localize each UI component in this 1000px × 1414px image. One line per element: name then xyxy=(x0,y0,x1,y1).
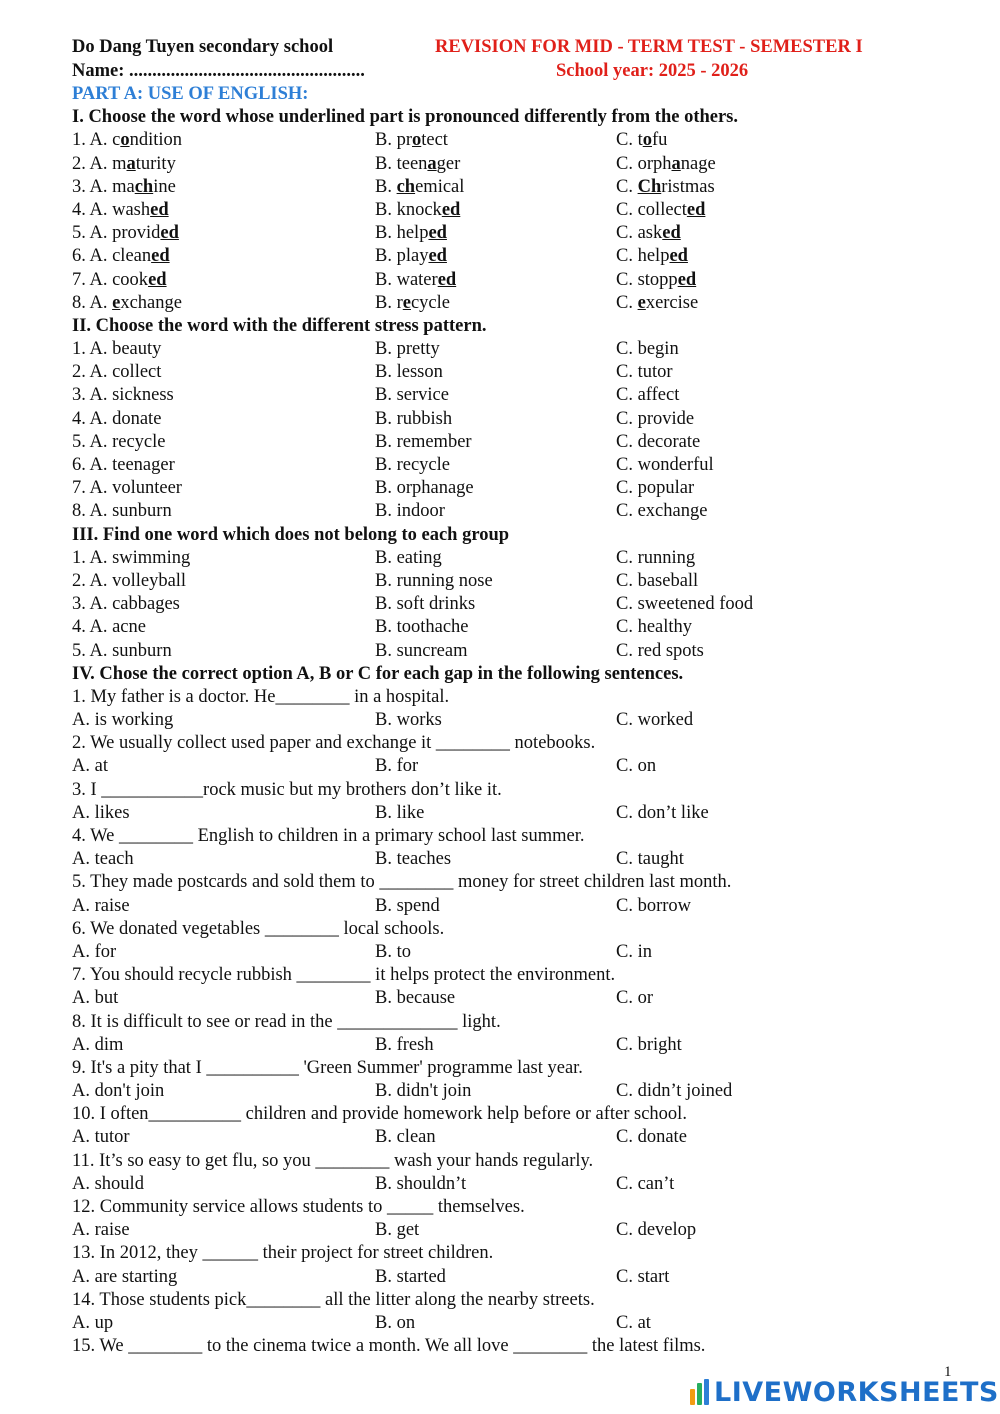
option-a: A. for xyxy=(72,941,117,962)
option-c: C. taught xyxy=(616,849,684,870)
option-a xyxy=(72,199,169,222)
answer-options xyxy=(72,848,972,871)
option-text: B. r xyxy=(375,292,403,313)
option-a: A. is working xyxy=(72,710,174,731)
option-b: B. fresh xyxy=(375,1034,434,1055)
option-text: ndition xyxy=(129,130,182,151)
option-c xyxy=(616,199,705,222)
option-a: 3. A. cabbages xyxy=(72,594,180,615)
option-text: turity xyxy=(135,153,176,174)
option-c: C. provide xyxy=(616,408,695,429)
answer-options xyxy=(72,1312,972,1335)
question-text: 4. We ________ English to children in a primary school last summer. xyxy=(72,826,585,846)
option-b: B. shouldn’t xyxy=(375,1173,467,1194)
option-text: fu xyxy=(651,130,668,151)
underlined-part: a xyxy=(427,153,437,174)
option-text: B. xyxy=(375,176,397,197)
option-c: C. at xyxy=(616,1312,651,1333)
option-a: 1. A. swimming xyxy=(72,547,191,568)
option-b: B. to xyxy=(375,941,411,962)
underlined-part: ed xyxy=(428,223,447,244)
option-c: C. can’t xyxy=(616,1173,675,1194)
option-c: C. sweetened food xyxy=(616,594,754,615)
option-b: B. clean xyxy=(375,1127,436,1148)
option-text: ristmas xyxy=(661,176,715,197)
option-a: A. raise xyxy=(72,895,130,916)
question-text: 9. It's a pity that I __________ 'Green Summer' programme last year. xyxy=(72,1057,583,1078)
option-b: B. like xyxy=(375,802,425,823)
stress-row xyxy=(72,338,972,361)
option-b: B. pretty xyxy=(375,339,440,360)
question-text: 3. I ___________rock music but my brothers don’t like it. xyxy=(72,779,502,800)
option-a: 4. A. acne xyxy=(72,617,146,638)
option-b: B. soft drinks xyxy=(375,594,476,615)
option-b: B. spend xyxy=(375,895,440,916)
option-c: C. start xyxy=(616,1266,670,1287)
option-a: A. at xyxy=(72,756,108,777)
answer-options xyxy=(72,987,972,1010)
option-b: B. indoor xyxy=(375,501,445,522)
option-b: B. orphanage xyxy=(375,478,474,499)
school-year: School year: 2025 - 2026 xyxy=(556,61,749,81)
option-a: 2. A. volleyball xyxy=(72,570,187,591)
option-b xyxy=(375,292,450,315)
odd-one-out-row xyxy=(72,593,972,616)
option-text: B. pr xyxy=(375,130,412,151)
stress-row xyxy=(72,500,972,523)
question-text: 10. I often__________ children and provide homework help before or after school. xyxy=(72,1104,687,1125)
underlined-part: o xyxy=(412,130,422,151)
option-c xyxy=(616,129,667,152)
brand-text: LIVEWORKSHEETS xyxy=(714,1376,999,1408)
odd-one-out-row xyxy=(72,547,972,570)
question-15: 15. We ________ to the cinema twice a month. We all love ________ the latest films. xyxy=(72,1336,706,1357)
name-field: Name: ................................................... xyxy=(72,61,365,81)
option-text: C. ask xyxy=(616,223,663,244)
answer-options xyxy=(72,1126,972,1149)
option-b: B. works xyxy=(375,710,442,731)
pronunciation-row xyxy=(72,153,972,176)
answer-options xyxy=(72,941,972,964)
underlined-part: ed xyxy=(150,199,169,220)
option-a: A. but xyxy=(72,988,119,1009)
underlined-part: ed xyxy=(428,246,447,267)
option-c: C. affect xyxy=(616,385,680,406)
question-text: 6. We donated vegetables ________ local schools. xyxy=(72,918,445,939)
option-text: 2. A. m xyxy=(72,153,127,174)
underlined-part: o xyxy=(642,130,652,151)
underlined-part: ed xyxy=(160,223,179,244)
option-a: 7. A. volunteer xyxy=(72,478,182,499)
option-a xyxy=(72,129,182,152)
option-b: B. remember xyxy=(375,431,472,452)
option-a: A. up xyxy=(72,1312,114,1333)
option-c xyxy=(616,245,688,268)
answer-options xyxy=(72,802,972,825)
option-text: cycle xyxy=(410,292,450,313)
question-text: 11. It’s so easy to get flu, so you ________ wash your hands regularly. xyxy=(72,1150,594,1171)
worksheet-page xyxy=(72,37,972,1358)
option-c: C. baseball xyxy=(616,570,699,591)
answer-options xyxy=(72,755,972,778)
option-b xyxy=(375,129,448,152)
option-a xyxy=(72,153,176,176)
option-c: C. or xyxy=(616,988,653,1009)
option-b: B. suncream xyxy=(375,640,468,661)
option-c xyxy=(616,292,698,315)
underlined-part: ch xyxy=(134,176,154,197)
option-text: C. help xyxy=(616,246,670,267)
option-b: B. rubbish xyxy=(375,408,453,429)
stress-row xyxy=(72,361,972,384)
option-a: A. likes xyxy=(72,802,130,823)
stress-row xyxy=(72,454,972,477)
option-c: C. running xyxy=(616,547,696,568)
school-name: Do Dang Tuyen secondary school xyxy=(72,37,334,57)
underlined-part: o xyxy=(120,130,130,151)
stress-row xyxy=(72,477,972,500)
option-text: C. xyxy=(616,176,638,197)
underlined-part: ed xyxy=(151,246,170,267)
option-c xyxy=(616,153,716,176)
answer-options xyxy=(72,1173,972,1196)
page-number: 1 xyxy=(944,1364,952,1380)
option-b xyxy=(375,245,447,268)
stress-row xyxy=(72,408,972,431)
option-a: 2. A. collect xyxy=(72,362,162,383)
option-c xyxy=(616,222,681,245)
option-text: C. t xyxy=(616,130,643,151)
option-c: C. don’t like xyxy=(616,802,709,823)
option-b: B. didn't join xyxy=(375,1081,472,1102)
option-b xyxy=(375,269,456,292)
underlined-part: ed xyxy=(686,199,706,220)
option-a: A. teach xyxy=(72,849,134,870)
option-c: C. red spots xyxy=(616,640,704,661)
option-a: 6. A. teenager xyxy=(72,455,175,475)
question-text: 5. They made postcards and sold them to ________ money for street children last month. xyxy=(72,872,732,893)
option-c: C. bright xyxy=(616,1034,682,1055)
option-text: B. knock xyxy=(375,199,442,220)
option-text: C. stopp xyxy=(616,269,678,290)
option-a: 3. A. sickness xyxy=(72,385,174,406)
underlined-part: e xyxy=(112,292,121,313)
option-text: B. play xyxy=(375,246,429,267)
pronunciation-row xyxy=(72,129,972,152)
option-c: C. borrow xyxy=(616,895,692,916)
option-text: 7. A. cook xyxy=(72,269,149,290)
option-c xyxy=(616,269,696,292)
option-a: 1. A. beauty xyxy=(72,339,162,360)
pronunciation-row xyxy=(72,222,972,245)
option-text: nage xyxy=(680,153,716,174)
answer-options xyxy=(72,1266,972,1289)
option-c: C. exchange xyxy=(616,501,708,522)
section-1-rows xyxy=(72,129,972,315)
option-b: B. for xyxy=(375,756,419,777)
underlined-part: e xyxy=(402,292,411,313)
option-b xyxy=(375,199,460,222)
option-text: emical xyxy=(415,176,465,197)
option-a: 5. A. sunburn xyxy=(72,640,172,661)
option-text: ger xyxy=(436,153,461,174)
pronunciation-row xyxy=(72,176,972,199)
option-b: B. service xyxy=(375,385,449,406)
section-4-items xyxy=(72,686,972,1335)
option-text: 5. A. provid xyxy=(72,223,161,244)
section-4-title: IV. Chose the correct option A, B or C for each gap in the following sentences. xyxy=(72,663,684,684)
part-a-heading: PART A: USE OF ENGLISH: xyxy=(72,84,309,104)
answer-options xyxy=(72,1219,972,1242)
option-b: B. on xyxy=(375,1312,416,1333)
option-c: C. donate xyxy=(616,1127,687,1148)
option-c: C. didn’t joined xyxy=(616,1081,733,1102)
section-3-rows xyxy=(72,547,972,663)
underlined-part: ed xyxy=(677,269,697,290)
option-c: C. wonderful xyxy=(616,455,714,475)
option-a: 8. A. sunburn xyxy=(72,501,172,522)
option-b: B. started xyxy=(375,1266,446,1287)
underlined-part: ed xyxy=(441,199,461,220)
option-text: 3. A. ma xyxy=(72,176,135,197)
underlined-part: a xyxy=(671,153,681,174)
underlined-part: Ch xyxy=(637,176,662,197)
odd-one-out-row xyxy=(72,616,972,639)
answer-options xyxy=(72,895,972,918)
option-text: B. water xyxy=(375,269,438,290)
option-b xyxy=(375,176,464,199)
odd-one-out-row xyxy=(72,570,972,593)
option-text: 4. A. wash xyxy=(72,199,151,220)
underlined-part: ed xyxy=(148,269,167,290)
option-text: C. orph xyxy=(616,153,672,174)
question-text: 2. We usually collect used paper and exchange it ________ notebooks. xyxy=(72,733,596,754)
section-2-rows xyxy=(72,338,972,524)
question-text: 1. My father is a doctor. He________ in a hospital. xyxy=(72,686,450,707)
stress-row xyxy=(72,384,972,407)
section-2-title: II. Choose the word with the different stress pattern. xyxy=(72,315,487,336)
option-b: B. recycle xyxy=(375,455,450,475)
answer-options xyxy=(72,709,972,732)
underlined-part: e xyxy=(637,292,646,313)
option-c: C. worked xyxy=(616,710,694,731)
underlined-part: a xyxy=(126,153,136,174)
option-a: A. tutor xyxy=(72,1127,130,1148)
option-a: A. should xyxy=(72,1173,144,1194)
option-text: 8. A. xyxy=(72,292,113,313)
question-text: 14. Those students pick________ all the litter along the nearby streets. xyxy=(72,1289,595,1310)
option-c: C. develop xyxy=(616,1220,697,1241)
option-a: A. dim xyxy=(72,1034,124,1055)
section-3-title: III. Find one word which does not belong to each group xyxy=(72,524,510,545)
option-a xyxy=(72,222,179,245)
option-text: 6. A. clean xyxy=(72,246,152,267)
option-text: B. help xyxy=(375,223,429,244)
option-c: C. decorate xyxy=(616,431,701,452)
option-text: xchange xyxy=(120,292,182,313)
option-b: B. teaches xyxy=(375,849,452,870)
option-a: A. are starting xyxy=(72,1266,178,1287)
option-a: 4. A. donate xyxy=(72,408,162,429)
option-text: 1. A. c xyxy=(72,130,121,151)
section-1-title: I. Choose the word whose underlined part is pronounced differently from the others. xyxy=(72,107,739,128)
odd-one-out-row xyxy=(72,640,972,663)
option-c: C. in xyxy=(616,941,652,962)
question-text: 12. Community service allows students to _____ themselves. xyxy=(72,1197,525,1217)
option-b: B. because xyxy=(375,988,456,1009)
question-text: 13. In 2012, they ______ their project for street children. xyxy=(72,1243,494,1264)
option-b: B. eating xyxy=(375,547,442,568)
option-c: C. healthy xyxy=(616,617,693,638)
test-title: REVISION FOR MID - TERM TEST - SEMESTER I xyxy=(435,37,863,57)
question-text: 7. You should recycle rubbish ________ it helps protect the environment. xyxy=(72,965,616,986)
question-text: 8. It is difficult to see or read in the _____________ light. xyxy=(72,1011,501,1032)
underlined-part: ed xyxy=(669,246,688,267)
option-a xyxy=(72,292,182,315)
answer-options xyxy=(72,1034,972,1057)
option-a: A. don't join xyxy=(72,1081,165,1102)
option-text: C. xyxy=(616,292,638,313)
underlined-part: ch xyxy=(396,176,416,197)
pronunciation-row xyxy=(72,292,972,315)
option-b xyxy=(375,153,460,176)
stress-row xyxy=(72,431,972,454)
liveworksheets-logo xyxy=(690,1376,999,1408)
option-c: C. popular xyxy=(616,478,695,499)
answer-options xyxy=(72,1080,972,1103)
option-c: C. tutor xyxy=(616,362,673,383)
option-a xyxy=(72,176,176,199)
option-text: tect xyxy=(421,130,448,151)
pronunciation-row xyxy=(72,199,972,222)
option-text: xercise xyxy=(645,292,699,313)
option-b: B. lesson xyxy=(375,362,443,383)
underlined-part: ed xyxy=(662,223,681,244)
option-a xyxy=(72,245,170,268)
option-c: C. on xyxy=(616,756,657,777)
option-c xyxy=(616,176,715,199)
pronunciation-row xyxy=(72,245,972,268)
option-text: B. teen xyxy=(375,153,428,174)
option-c: C. begin xyxy=(616,339,679,360)
option-text: ine xyxy=(153,176,176,197)
header xyxy=(72,37,972,83)
option-b: B. running nose xyxy=(375,570,493,591)
option-b: B. toothache xyxy=(375,617,469,638)
underlined-part: ed xyxy=(437,269,457,290)
option-b xyxy=(375,222,447,245)
option-a xyxy=(72,269,167,292)
pronunciation-row xyxy=(72,269,972,292)
option-a: 5. A. recycle xyxy=(72,431,166,452)
liveworksheets-mark-icon xyxy=(690,1379,710,1405)
option-a: A. raise xyxy=(72,1220,130,1241)
option-text: C. collect xyxy=(616,199,687,220)
option-b: B. get xyxy=(375,1220,420,1241)
